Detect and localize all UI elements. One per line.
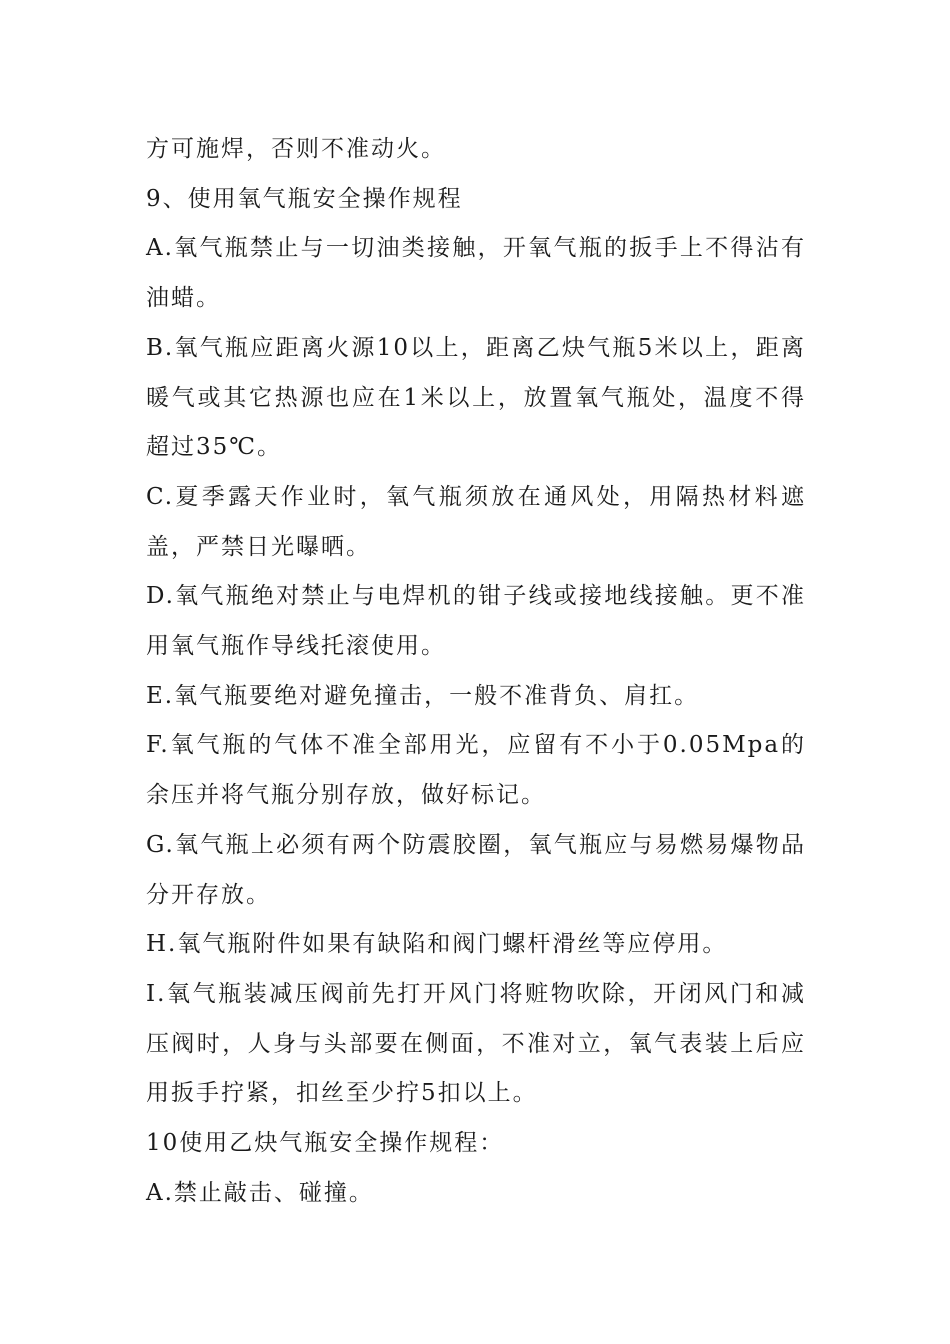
paragraph-rule-c: C.夏季露天作业时，氧气瓶须放在通风处，用隔热材料遮盖，严禁日光曝晒。 <box>146 483 806 560</box>
paragraph-rule-e: E.氧气瓶要绝对避免撞击，一般不准背负、肩扛。 <box>146 682 700 709</box>
paragraph-rule-b: B.氧气瓶应距离火源10以上，距离乙炔气瓶5米以上，距离暖气或其它热源也应在1米以上，放置氧气瓶处，温度不得超过35℃。 <box>146 334 806 461</box>
paragraph-welding-permit-end: 方可施焊，否则不准动火。 <box>146 136 446 162</box>
paragraph-rule-h: H.氧气瓶附件如果有缺陷和阀门螺杆滑丝等应停用。 <box>146 931 728 958</box>
paragraph-acetylene-rule-a: A.禁止敲击、碰撞。 <box>146 1179 374 1206</box>
heading-oxygen-cylinder-rules: 9、使用氧气瓶安全操作规程 <box>146 185 463 212</box>
paragraph-rule-g: G.氧气瓶上必须有两个防震胶圈，氧气瓶应与易燃易爆物品分开存放。 <box>146 831 806 908</box>
paragraph-rule-a: A.氧气瓶禁止与一切油类接触，开氧气瓶的扳手上不得沾有油蜡。 <box>146 235 806 312</box>
heading-acetylene-cylinder-rules: 10使用乙炔气瓶安全操作规程： <box>146 1130 505 1157</box>
document-body <box>146 125 806 1218</box>
paragraph-rule-f: F.氧气瓶的气体不准全部用光，应留有不小于0.05Mpa的余压并将气瓶分别存放，做好标记。 <box>146 732 806 809</box>
paragraph-rule-i: I.氧气瓶装减压阀前先打开风门将赃物吹除，开闭风门和减压阀时，人身与头部要在侧面，不准对立，氧气表装上后应用扳手拧紧，扣丝至少拧5扣以上。 <box>146 980 806 1107</box>
paragraph-rule-d: D.氧气瓶绝对禁止与电焊机的钳子线或接地线接触。更不准用氧气瓶作导线托滚使用。 <box>146 583 806 660</box>
